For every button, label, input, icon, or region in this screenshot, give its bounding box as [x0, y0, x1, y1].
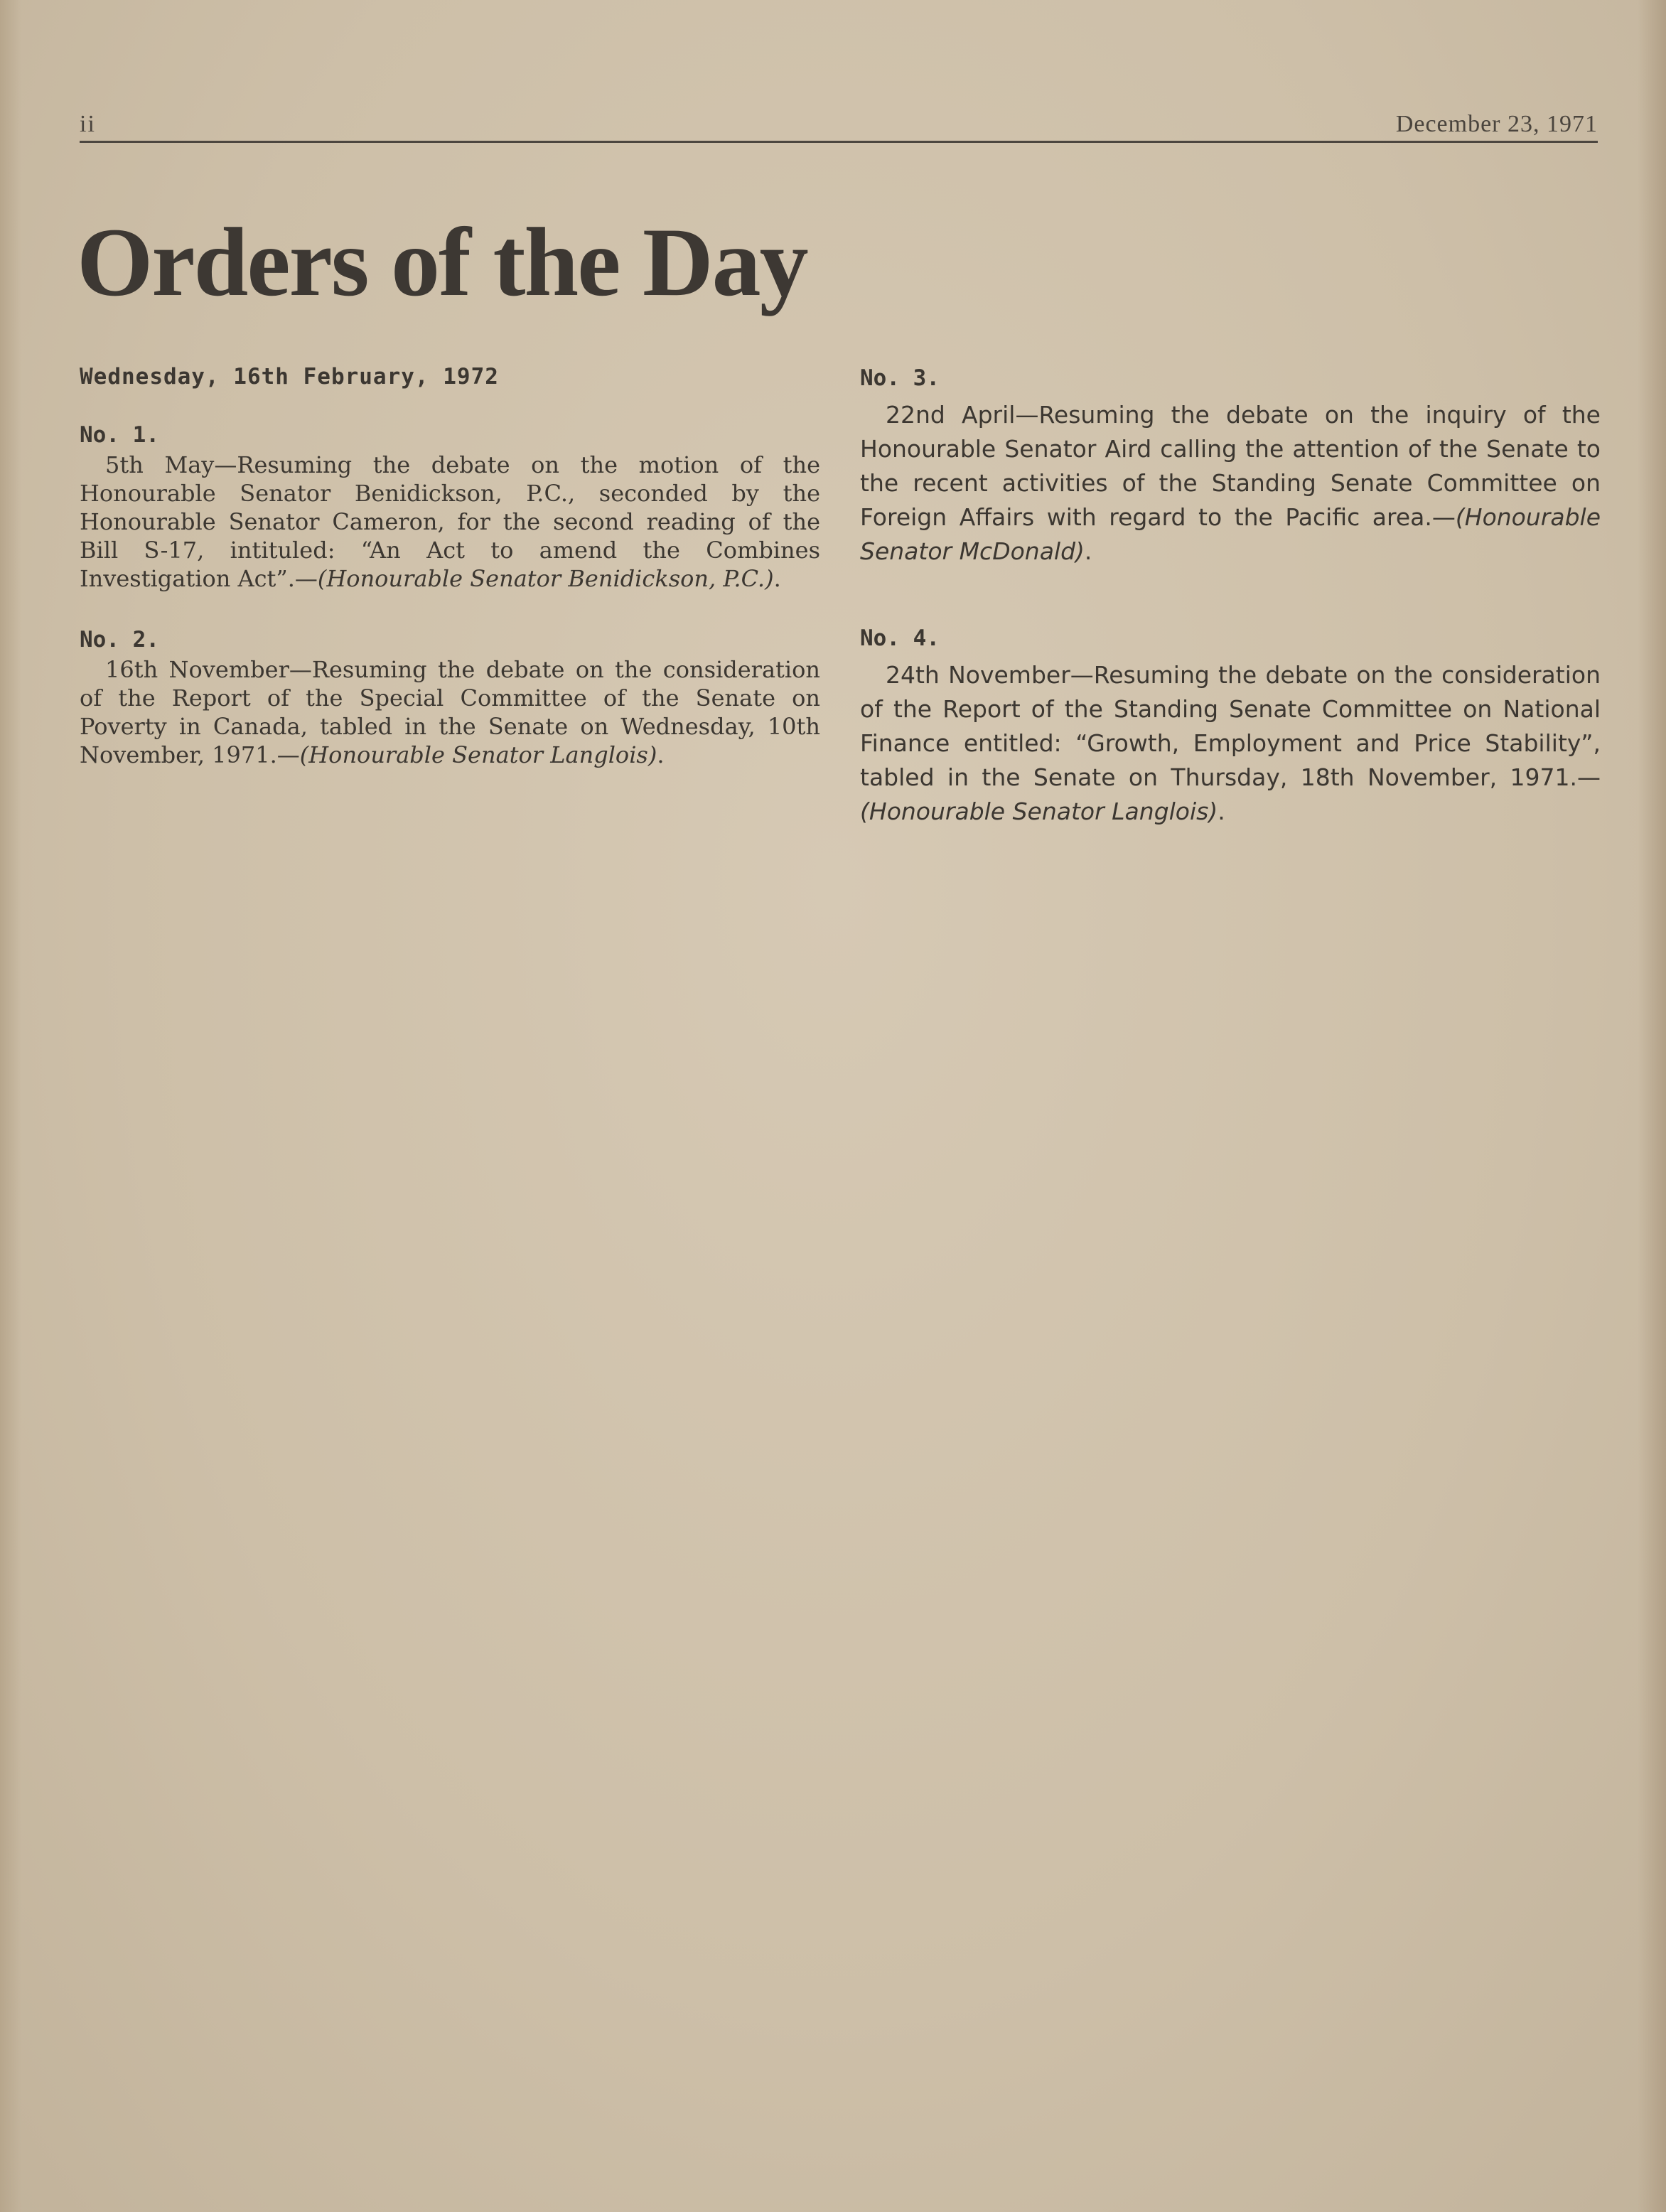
running-header	[80, 107, 1598, 142]
item-text	[80, 451, 820, 593]
item-number: No. 3.	[860, 365, 940, 391]
item-number: No. 2.	[80, 627, 159, 653]
item-body: 22nd April—Resuming the debate on the inquiry of the Honourable Senator Aird calling the attention of the Senate to the recent activities of the Standing Senate Committee on Foreign Affairs with regard to the Pacific area.—	[860, 401, 1601, 531]
item-speaker: (Honourable Senator McDonald)	[860, 503, 1601, 565]
session-date: Wednesday, 16th February, 1972	[80, 364, 499, 390]
item-body: 5th May—Resuming the debate on the motion of the Honourable Senator Benidickson, P.C., seconded by the Honourable Senator Cameron, for the second reading of the Bill S-17, intituled: “An Act to amend the Combines Investigation Act”.—	[80, 451, 820, 592]
order-item	[80, 421, 820, 593]
order-item	[80, 626, 820, 769]
item-text	[860, 658, 1601, 829]
item-body: 24th November—Resuming the debate on the consideration of the Report of the Standing Senate Committee on National Finance entitled: “Growth, Employment and Price Stability”, tabled in the Senate on Thursday, 18th November, 1971.—	[860, 661, 1601, 791]
item-speaker: (Honourable Senator Langlois)	[299, 741, 657, 768]
item-speaker: (Honourable Senator Benidickson, P.C.)	[317, 565, 774, 592]
item-number: No. 4.	[860, 626, 940, 651]
header-date: December 23, 1971	[1395, 111, 1598, 137]
page-title: Orders of the Day	[77, 208, 807, 316]
page-edge-shadow-right	[1638, 0, 1666, 2212]
item-number: No. 1.	[80, 422, 159, 448]
order-item	[860, 363, 1601, 569]
item-end: .	[773, 565, 781, 592]
left-column	[80, 363, 820, 802]
page-number: ii	[80, 111, 96, 137]
item-end: .	[1218, 798, 1225, 825]
right-column	[860, 363, 1601, 883]
item-body: 16th November—Resuming the debate on the consideration of the Report of the Special Committee of the Senate on Poverty in Canada, tabled in the Senate on Wednesday, 10th November, 1971.—	[80, 656, 820, 768]
order-item	[860, 623, 1601, 829]
item-text	[860, 398, 1601, 569]
item-end: .	[1084, 537, 1092, 565]
item-speaker: (Honourable Senator Langlois)	[860, 798, 1218, 825]
item-end: .	[657, 741, 665, 768]
header-rule	[80, 141, 1598, 143]
item-text	[80, 655, 820, 769]
page-edge-shadow-left	[0, 0, 21, 2212]
